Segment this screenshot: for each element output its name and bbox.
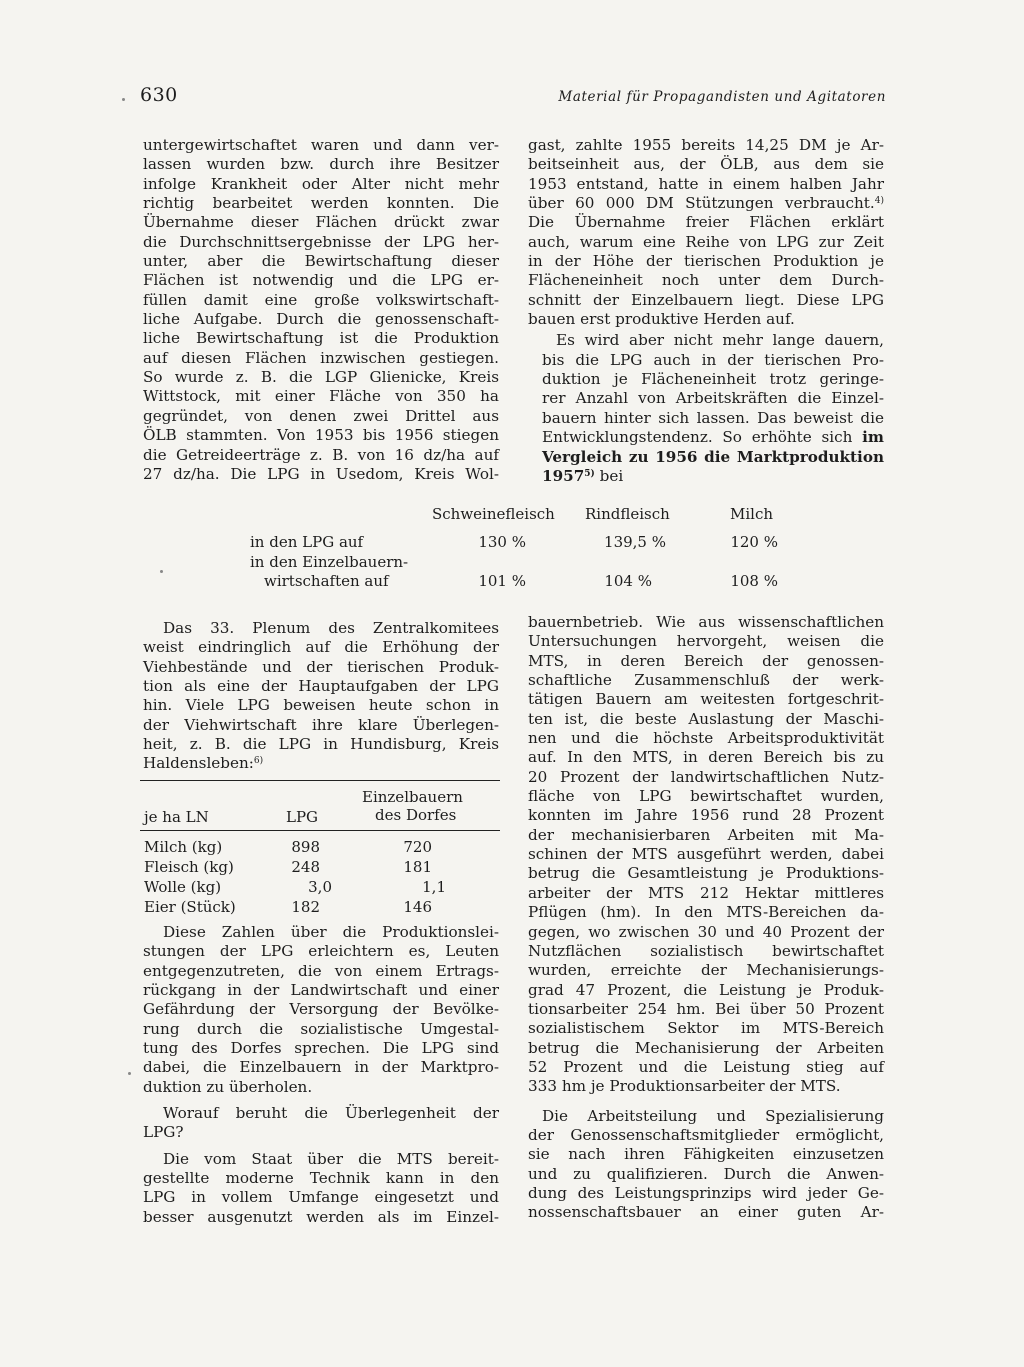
emphasis: 1957 bbox=[542, 466, 585, 485]
text-line: gegen, wo zwischen 30 und 40 Prozent der bbox=[528, 922, 884, 941]
column-right-top bbox=[528, 136, 884, 486]
paragraph bbox=[143, 619, 499, 774]
text-line: nen und die höchste Arbeitsproduktivität bbox=[528, 729, 884, 748]
text-line: gestellte moderne Technik kann in den bbox=[143, 1169, 499, 1188]
text-line: Nutzflächen sozialistisch bewirtschaftet bbox=[528, 941, 884, 960]
text-line: hin. Viele LPG beweisen heute schon in bbox=[143, 696, 499, 715]
text-line: schinen der MTS ausgeführt werden, dabei bbox=[528, 845, 884, 864]
scan-speck bbox=[160, 570, 163, 573]
table-cell: 3,0 bbox=[308, 878, 332, 896]
text-line: 20 Prozent der landwirtschaftlichen Nutz- bbox=[528, 767, 884, 786]
text-line: beitseinheit aus, der ÖLB, aus dem sie bbox=[528, 155, 884, 174]
text-line bbox=[528, 194, 884, 213]
column-header: LPG bbox=[286, 808, 319, 826]
text-line: ten ist, die beste Auslastung der Maschi- bbox=[528, 709, 884, 728]
text-line: nossenschaftsbauer an einer guten Ar- bbox=[528, 1203, 884, 1222]
text-span: Haldensleben: bbox=[143, 754, 254, 773]
text-line: Übernahme dieser Flächen drückt zwar bbox=[143, 213, 499, 232]
text-line: Die Arbeitsteilung und Spezialisierung bbox=[542, 1106, 884, 1125]
text-line: und zu qualifizieren. Durch die Anwen- bbox=[528, 1164, 884, 1183]
text-line: bauen erst produktive Herden auf. bbox=[528, 310, 795, 329]
text-line: fläche von LPG bewirtschaftet wurden, bbox=[528, 787, 884, 806]
text-line: lassen wurden bzw. durch ihre Besitzer bbox=[143, 155, 499, 174]
text-line: auf diesen Flächen inzwischen gestiegen. bbox=[143, 348, 499, 367]
text-line: schnitt der Einzelbauern liegt. Diese LPG bbox=[528, 290, 884, 309]
text-line: LPG in vollem Umfange eingesetzt und bbox=[143, 1188, 499, 1207]
text-line: dabei, die Einzelbauern in der Marktpro- bbox=[143, 1058, 499, 1077]
column-header: je ha LN bbox=[144, 808, 209, 826]
text-line: bauern hinter sich lassen. Das beweist die bbox=[542, 408, 884, 427]
text-line: Gefährdung der Versorgung der Bevölke- bbox=[143, 1000, 499, 1019]
table-cell: 181 bbox=[403, 858, 432, 876]
column-left-bottom bbox=[143, 923, 499, 1227]
paragraph bbox=[143, 136, 499, 484]
row-label: wirtschaften auf bbox=[264, 572, 389, 590]
text-line: 333 hm je Produktionsarbeiter der MTS. bbox=[528, 1077, 841, 1096]
text-line: Viehbestände und der tierischen Produk- bbox=[143, 657, 499, 676]
text-line: duktion zu überholen. bbox=[143, 1077, 313, 1096]
table-cell: 898 bbox=[291, 838, 320, 856]
text-line: schaftliche Zusammenschluß der werk- bbox=[528, 671, 884, 690]
text-line: Wittstock, mit einer Fläche von 350 ha bbox=[143, 387, 499, 406]
text-line: betrug die Gesamtleistung je Produktions- bbox=[528, 864, 884, 883]
text-line: liche Bewirtschaftung ist die Produktion bbox=[143, 329, 499, 348]
text-line: gegründet, von denen zwei Drittel aus bbox=[143, 406, 499, 425]
table-cell: 139,5 % bbox=[604, 533, 666, 551]
text-line: wurden, erreichte der Mechanisierungs- bbox=[528, 961, 884, 980]
paragraph bbox=[528, 136, 884, 329]
table-cell: 182 bbox=[291, 898, 320, 916]
text-line: MTS, in deren Bereich der genossen- bbox=[528, 651, 884, 670]
page-number: 630 bbox=[140, 84, 178, 106]
text-line: richtig bearbeitet werden konnten. Die bbox=[143, 194, 499, 213]
text-span: über 60 000 DM Stützungen verbraucht. bbox=[528, 194, 875, 213]
text-line: 52 Prozent und die Leistung stieg auf bbox=[528, 1057, 884, 1076]
text-line: in der Höhe der tierischen Produktion je bbox=[528, 252, 884, 271]
text-line: auch, warum eine Reihe von LPG zur Zeit bbox=[528, 232, 884, 251]
text-line-bold: Vergleich zu 1956 die Marktproduktion bbox=[542, 447, 884, 466]
text-line: tätigen Bauern am weitesten fortgeschrit- bbox=[528, 690, 884, 709]
text-line: Untersuchungen hervorgeht, weisen die bbox=[528, 632, 884, 651]
text-line: der Genossenschaftsmitglieder ermöglicht, bbox=[528, 1125, 884, 1144]
text-line: heit, z. B. die LPG in Hundisburg, Kreis bbox=[143, 735, 499, 754]
column-header: Rindfleisch bbox=[585, 505, 670, 523]
text-line: der mechanisierbaren Arbeiten mit Ma- bbox=[528, 825, 884, 844]
text-line: die Getreideerträge z. B. von 16 dz/ha auf bbox=[143, 445, 499, 464]
text-line: grad 47 Prozent, die Leistung je Produk- bbox=[528, 980, 884, 999]
paragraph bbox=[143, 1104, 499, 1143]
text-line bbox=[143, 754, 499, 773]
text-line bbox=[528, 467, 884, 486]
text-line: infolge Krankheit oder Alter nicht mehr bbox=[143, 174, 499, 193]
text-line: 1953 entstand, hatte in einem halben Jahr bbox=[528, 174, 884, 193]
row-label: in den Einzelbauern- bbox=[250, 553, 409, 571]
text-line: Flächeneinheit noch unter dem Durch- bbox=[528, 271, 884, 290]
text-line: Diese Zahlen über die Produktionslei- bbox=[163, 923, 499, 941]
column-header: Einzelbauern bbox=[362, 788, 463, 806]
footnote-ref: 4) bbox=[874, 196, 884, 207]
column-header: Schweinefleisch bbox=[432, 505, 555, 523]
text-line: die Durchschnittsergebnisse der LPG her- bbox=[143, 232, 499, 251]
text-span: bei bbox=[594, 466, 624, 485]
table-rule-header bbox=[140, 830, 500, 831]
footnote-ref: 6) bbox=[253, 756, 264, 767]
text-line: gast, zahlte 1955 bereits 14,25 DM je Ar- bbox=[528, 136, 884, 154]
text-line: Flächen ist notwendig und die LPG er- bbox=[143, 271, 499, 290]
scan-speck bbox=[122, 98, 125, 101]
table-rule-top bbox=[140, 780, 500, 781]
table-cell: 101 % bbox=[478, 572, 526, 590]
table-cell: 1,1 bbox=[422, 878, 446, 896]
text-span: Entwicklungstendenz. So erhöhte sich bbox=[542, 428, 863, 447]
table-cell: 120 % bbox=[730, 533, 778, 551]
text-line: betrug die Mechanisierung der Arbeiten bbox=[528, 1038, 884, 1057]
text-line: Die vom Staat über die MTS bereit- bbox=[163, 1149, 499, 1168]
text-line: bis die LPG auch in der tierischen Pro- bbox=[542, 350, 884, 369]
page-header bbox=[140, 84, 886, 114]
text-line: untergewirtschaftet waren und dann ver- bbox=[143, 136, 499, 154]
text-line: der Viehwirtschaft ihre klare Überlegen- bbox=[143, 715, 499, 734]
column-header: Milch bbox=[730, 505, 774, 523]
text-line: entgegenzutreten, die von einem Ertrags- bbox=[143, 961, 499, 980]
text-line: dung des Leistungsprinzips wird jeder Ge- bbox=[528, 1183, 884, 1202]
text-line: sie nach ihren Fähigkeiten einzusetzen bbox=[528, 1145, 884, 1164]
paragraph bbox=[143, 923, 499, 1097]
text-line: 27 dz/ha. Die LPG in Usedom, Kreis Wol- bbox=[143, 464, 499, 483]
table-cell: 146 bbox=[403, 898, 432, 916]
text-line: bauernbetrieb. Wie aus wissenschaftlichen bbox=[528, 613, 884, 631]
text-line: tionsarbeiter 254 hm. Bei über 50 Prozent bbox=[528, 999, 884, 1018]
text-line: rung durch die sozialistische Umgestal- bbox=[143, 1019, 499, 1038]
text-line: rer Anzahl von Arbeitskräften die Einzel- bbox=[542, 389, 884, 408]
text-line: So wurde z. B. die LGP Glienicke, Kreis bbox=[143, 368, 499, 387]
text-line: ÖLB stammten. Von 1953 bis 1956 stiegen bbox=[143, 426, 499, 445]
text-line: liche Aufgabe. Durch die genossenschaft- bbox=[143, 310, 499, 329]
scan-speck bbox=[128, 1072, 131, 1075]
text-line: Worauf beruht die Überlegenheit der bbox=[163, 1104, 499, 1123]
text-line: arbeiter der MTS 212 Hektar mittleres bbox=[528, 883, 884, 902]
text-line: konnten im Jahre 1956 rund 28 Prozent bbox=[528, 806, 884, 825]
text-line: tion als eine der Hauptaufgaben der LPG bbox=[143, 677, 499, 696]
table-cell: 130 % bbox=[478, 533, 526, 551]
text-line: besser ausgenutzt werden als im Einzel- bbox=[143, 1207, 499, 1226]
row-label: Fleisch (kg) bbox=[144, 858, 234, 876]
table-cell: 104 % bbox=[604, 572, 652, 590]
text-line: füllen damit eine große volkswirtschaft- bbox=[143, 290, 499, 309]
column-right-bottom bbox=[528, 613, 884, 1223]
footnote-ref: 5) bbox=[584, 468, 595, 479]
table-cell: 108 % bbox=[730, 572, 778, 590]
paragraph bbox=[143, 1150, 499, 1227]
text-line: LPG? bbox=[143, 1123, 184, 1142]
text-line: stungen der LPG erleichtern es, Leuten bbox=[143, 942, 499, 961]
text-line: unter, aber die Bewirtschaftung dieser bbox=[143, 252, 499, 271]
text-line: Das 33. Plenum des Zentralkomitees bbox=[163, 619, 499, 637]
text-line: tung des Dorfes sprechen. Die LPG sind bbox=[143, 1039, 499, 1058]
text-line: sozialistischem Sektor im MTS-Bereich bbox=[528, 1019, 884, 1038]
row-label: in den LPG auf bbox=[250, 533, 364, 551]
text-line: rückgang in der Landwirtschaft und einer bbox=[143, 981, 499, 1000]
emphasis: im bbox=[862, 428, 884, 447]
table-cell: 248 bbox=[291, 858, 320, 876]
row-label: Wolle (kg) bbox=[144, 878, 222, 896]
row-label: Eier (Stück) bbox=[144, 898, 236, 916]
text-line: duktion je Flächeneinheit trotz geringe- bbox=[542, 370, 884, 389]
paragraph bbox=[528, 613, 884, 1097]
text-line: Pflügen (hm). In den MTS-Bereichen da- bbox=[528, 903, 884, 922]
row-label: Milch (kg) bbox=[144, 838, 223, 856]
column-left-top bbox=[143, 136, 499, 484]
text-line: weist eindringlich auf die Erhöhung der bbox=[143, 638, 499, 657]
paragraph bbox=[528, 331, 884, 486]
running-head: Material für Propagandisten und Agitatoren bbox=[558, 89, 886, 105]
text-line bbox=[528, 428, 884, 447]
column-left-middle bbox=[143, 619, 499, 774]
text-line: auf. In den MTS, in deren Bereich bis zu bbox=[528, 748, 884, 767]
text-line: Die Übernahme freier Flächen erklärt bbox=[528, 213, 884, 232]
text-line: Es wird aber nicht mehr lange dauern, bbox=[556, 331, 884, 350]
column-header: des Dorfes bbox=[375, 806, 457, 824]
table-cell: 720 bbox=[403, 838, 432, 856]
paragraph bbox=[528, 1107, 884, 1223]
